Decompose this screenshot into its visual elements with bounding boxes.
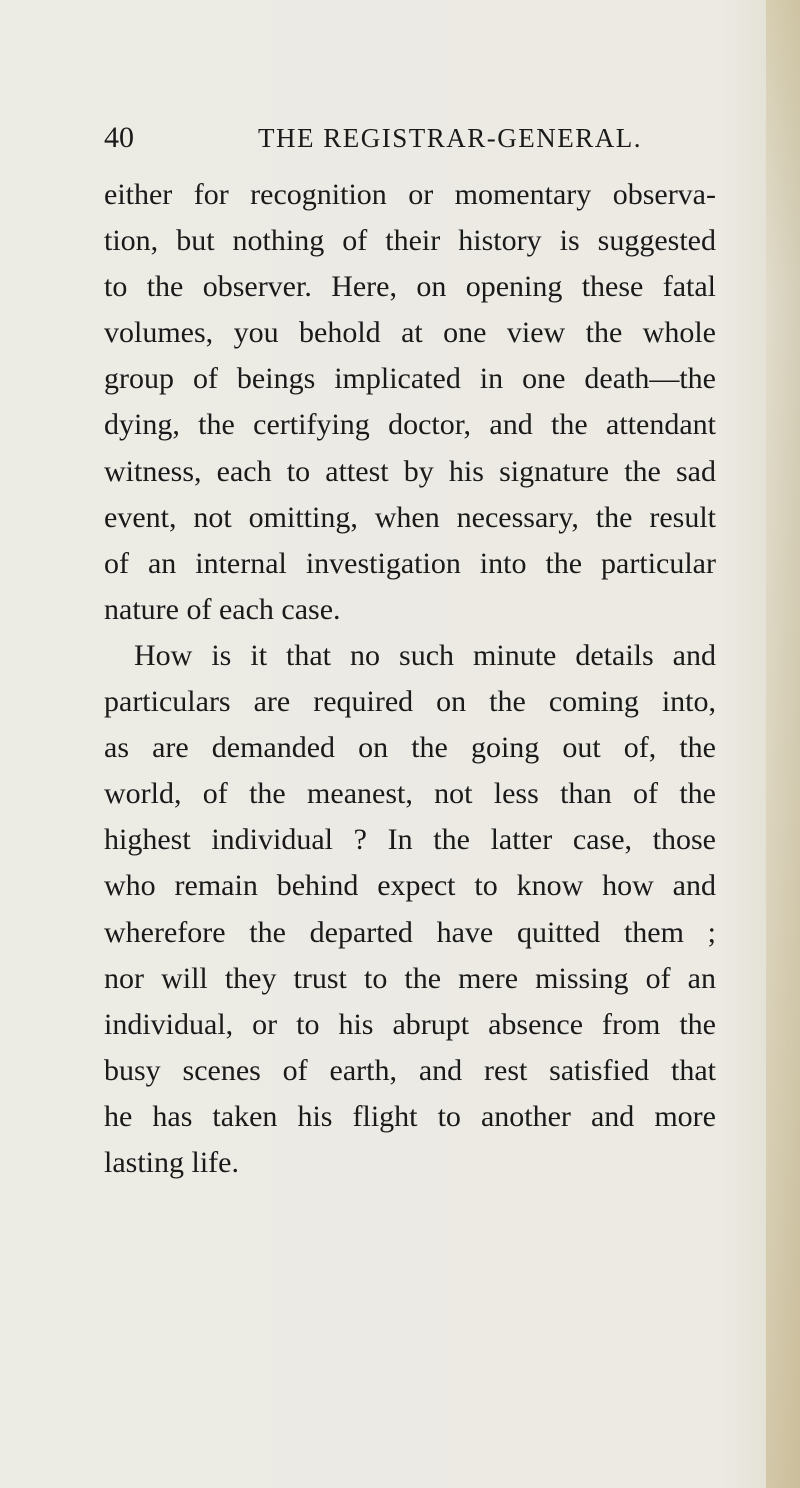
text-line: individual, or to his abrupt absence from the xyxy=(104,1007,716,1041)
text-line: lasting life. xyxy=(104,1145,239,1179)
text-line: who remain behind expect to know how and xyxy=(104,869,716,903)
text-line: of an internal investigation into the particular xyxy=(104,546,716,580)
text-line: nature of each case. xyxy=(104,592,341,626)
text-line: he has taken his flight to another and more xyxy=(104,1099,716,1133)
page-edge-stain xyxy=(766,0,800,1488)
text-line: busy scenes of earth, and rest satisfied that xyxy=(104,1053,716,1087)
text-line: tion, but nothing of their history is suggested xyxy=(104,224,716,258)
page-number: 40 xyxy=(104,121,134,154)
body-text xyxy=(104,172,716,1186)
text-line: highest individual ? In the latter case, those xyxy=(104,823,716,857)
text-line: as are demanded on the going out of, the xyxy=(104,731,716,765)
running-head xyxy=(104,118,714,158)
text-line: either for recognition or momentary observa- xyxy=(104,178,716,211)
text-line: How is it that no such minute details and xyxy=(134,638,716,672)
text-line: wherefore the departed have quitted them ; xyxy=(104,915,716,949)
text-line: volumes, you behold at one view the whole xyxy=(104,316,716,350)
text-line: nor will they trust to the mere missing of an xyxy=(104,961,716,995)
text-line: particulars are required on the coming into, xyxy=(104,685,716,719)
text-line: group of beings implicated in one death—the xyxy=(104,362,716,396)
running-title: THE REGISTRAR-GENERAL. xyxy=(258,123,642,153)
text-line: dying, the certifying doctor, and the attendant xyxy=(104,408,716,442)
text-line: world, of the meanest, not less than of the xyxy=(104,777,716,811)
text-line: event, not omitting, when necessary, the result xyxy=(104,500,716,534)
text-line: witness, each to attest by his signature the sad xyxy=(104,454,716,488)
text-line: to the observer. Here, on opening these fatal xyxy=(104,270,716,304)
